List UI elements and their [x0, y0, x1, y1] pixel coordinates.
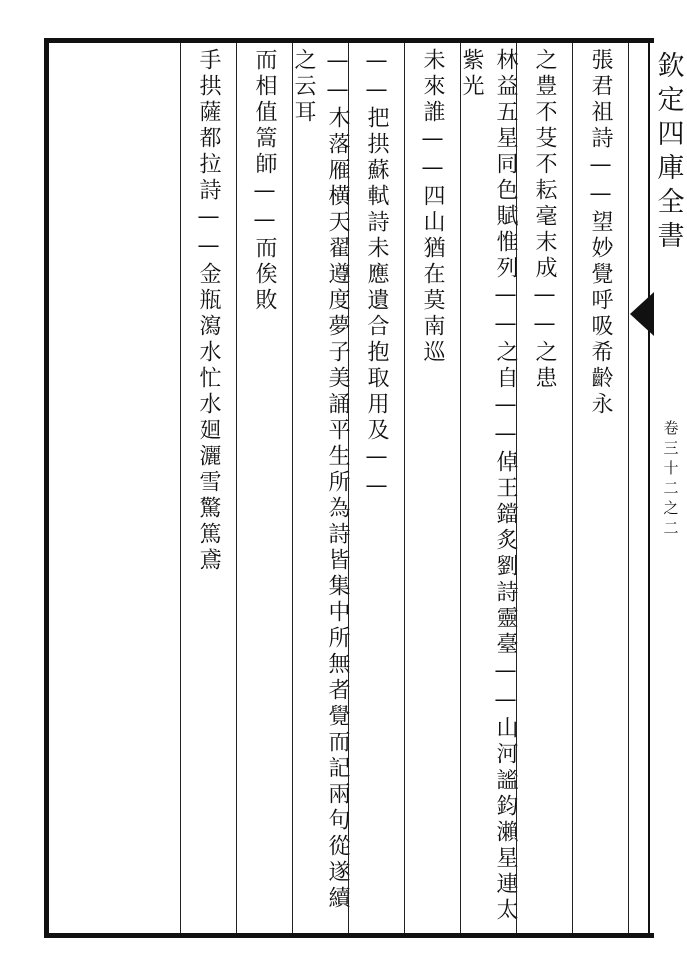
column-rule: [236, 43, 237, 933]
title-char: 書: [657, 221, 685, 252]
page-char: 三: [663, 439, 679, 457]
column-text: 手拱薩都拉詩——金瓶瀉水忙水廻灑雪驚篤鳶: [196, 48, 221, 574]
title-char: 欽: [657, 51, 685, 82]
text-column: [520, 48, 568, 930]
column-rule: [460, 43, 461, 933]
column-rule: [348, 43, 349, 933]
text-column: [352, 48, 400, 930]
column-rule: [628, 43, 629, 933]
page-label-margin: [656, 418, 686, 538]
column-text: 之豊不芟不耘毫末成——之患: [532, 48, 557, 392]
text-column: [240, 48, 288, 930]
column-rule: [404, 43, 405, 933]
column-rule: [516, 43, 517, 933]
title-char: 定: [657, 85, 685, 116]
column-text: 張君祖詩——望妙覺呼吸希齡永: [588, 48, 613, 418]
text-column: [291, 48, 350, 930]
page-char: 之: [663, 499, 679, 517]
column-text: ——木落雁横天翟遵度夢子美誦平生所為詩皆集中所無者覺而記兩句從遂續之云耳: [291, 48, 350, 912]
text-column: [576, 48, 624, 930]
page-edge: [648, 38, 656, 938]
column-text: 未來誰——四山猶在莫南巡: [420, 48, 445, 366]
fish-tail-mark: [630, 292, 654, 336]
column-text: ——把拱蘇軾詩未應遺合抱取用及——: [364, 48, 389, 502]
title-char: 庫: [657, 153, 685, 184]
page-char: 二: [663, 519, 679, 537]
page-char: 十: [663, 459, 679, 477]
column-rule: [180, 43, 181, 933]
title-char: 全: [657, 187, 685, 218]
page-char: 卷: [663, 419, 679, 437]
column-rule: [292, 43, 293, 933]
column-rule: [572, 43, 573, 933]
title-char: 四: [657, 119, 685, 150]
column-text: 而相值篙師——而俟敗: [252, 48, 277, 314]
text-column: [408, 48, 456, 930]
page-char: 二: [663, 479, 679, 497]
text-column: [184, 48, 232, 930]
book-title-margin: [656, 50, 686, 254]
column-text: 林益五星同色賦惟列——之自——倬王鐺炙劉詩靈臺——山河謐鈞瀨星連太紫光: [459, 48, 518, 924]
text-column: [459, 48, 518, 930]
